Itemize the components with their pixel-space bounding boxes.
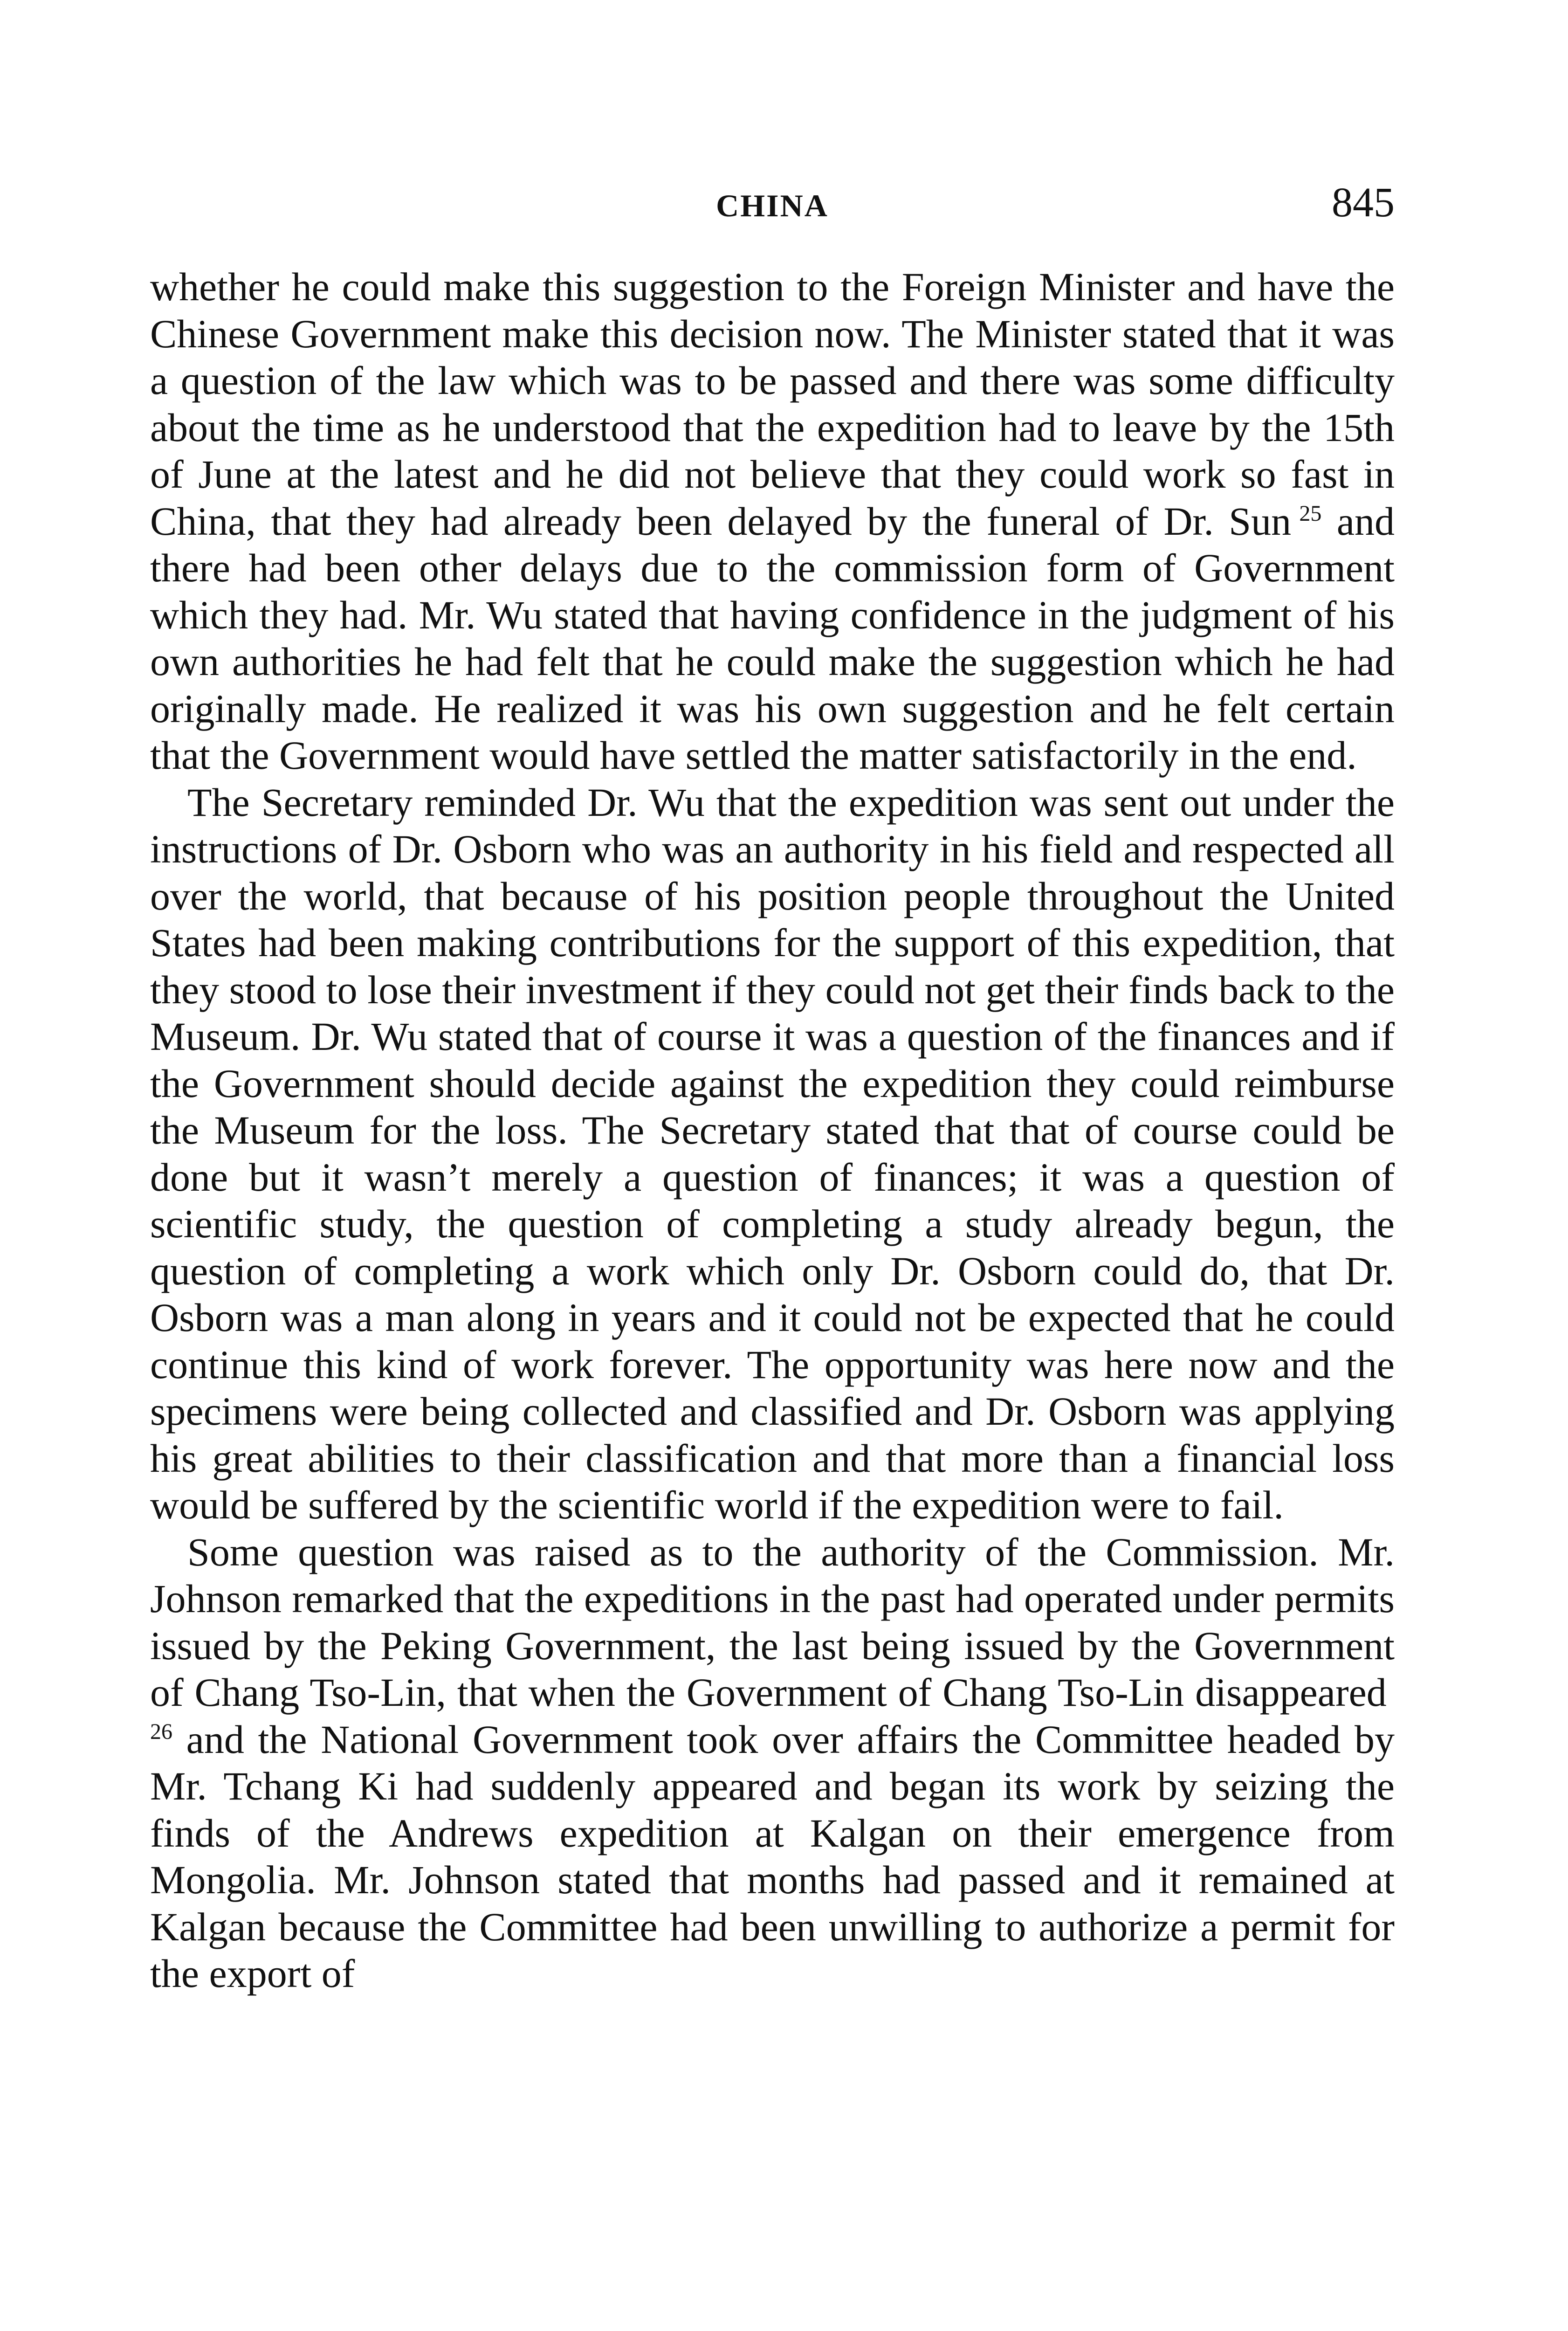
paragraph-1 (150, 263, 1395, 779)
paragraph-2: The Secretary reminded Dr. Wu that the expedition was sent out under the instructions of Dr. Osborn who was an authority in his field and respected all over the world, that because of his position people throughout the United States had been making contributions for the support of this expedition, that they stood to lose their investment if they could not get their finds back to the Museum. Dr. Wu stated that of course it was a question of the finances and if the Government should decide against the expedition they could reimburse the Museum for the loss. The Secretary stated that that of course could be done but it wasn’t merely a question of finances; it was a question of scientific study, the question of completing a study already begun, the question of completing a work which only Dr. Osborn could do, that Dr. Osborn was a man along in years and it could not be expected that he could continue this kind of work forever. The opportunity was here now and the specimens were being collected and classified and Dr. Osborn was applying his great abilities to their classification and that more than a financial loss would be suffered by the scientific world if the expedition were to fail. (150, 779, 1395, 1527)
running-title: CHINA (716, 188, 829, 223)
page-number: 845 (1332, 179, 1395, 226)
paragraph-1-text-a: whether he could make this suggestion to the Foreign Minister and have the Chinese Government make this decision now. The Minister stated that it was a question of the law which was to be passed and there was some difficulty about the time as he understood that the expedition had to leave by the 15th of June at the latest and he did not believe that they could work so fast in China, that they had already been delayed by the funeral of Dr. Sun (150, 264, 1395, 544)
paragraph-3 (150, 1529, 1395, 1997)
body-text (150, 263, 1395, 1997)
footnote-reference-25: 25 (1299, 501, 1322, 526)
paragraph-1-text-b: and there had been other delays due to the commission form of Government which they had. Mr. Wu stated that having confidence in the judgment of his own authorities he had felt that he could make the suggestion which he had originally made. He realized it was his own suggestion and he felt certain that the Government would have settled the matter satisfactorily in the end. (150, 498, 1395, 778)
footnote-reference-26: 26 (150, 1719, 172, 1744)
running-head (150, 179, 1395, 233)
paragraph-3-text-b: and the National Government took over affairs the Committee headed by Mr. Tchang Ki had suddenly appeared and began its work by seizing the finds of the Andrews expedition at Kalgan on their emergence from Mongolia. Mr. Johnson stated that months had passed and it remained at Kalgan because the Committee had been unwilling to authorize a permit for the export of (150, 1717, 1395, 1996)
paragraph-3-text-a: Some question was raised as to the authority of the Commission. Mr. Johnson remarked that the expeditions in the past had operated under permits issued by the Peking Government, the last being issued by the Government of Chang Tso-Lin, that when the Government of Chang Tso-Lin disappeared (150, 1529, 1395, 1715)
